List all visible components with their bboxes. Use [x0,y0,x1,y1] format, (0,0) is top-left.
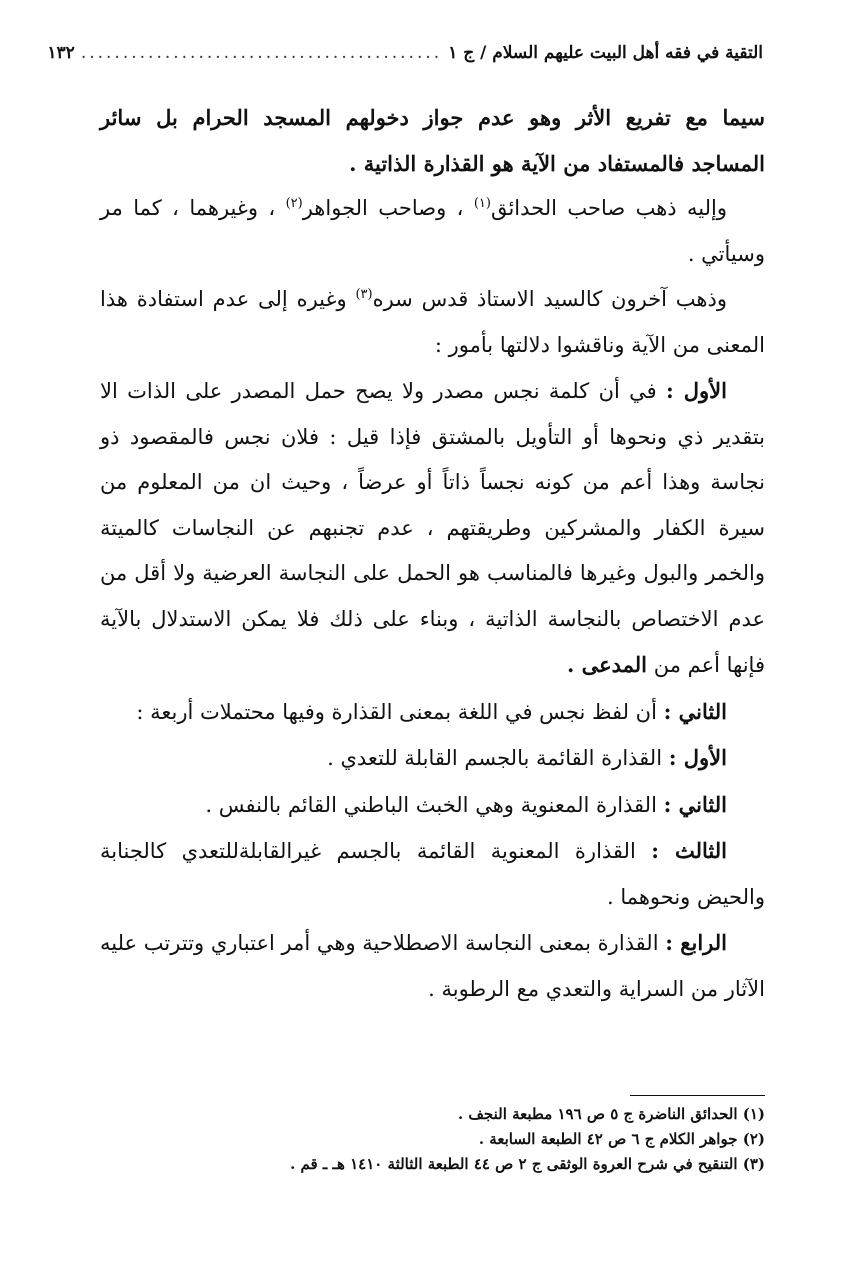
paragraph-2 [100,186,765,277]
paragraph-text: القذارة المعنوية القائمة بالجسم غيرالقابلةللتعدي كالجنابة والحيض ونحوهما . [100,839,765,909]
paragraph-9 [100,920,765,1012]
running-head [47,38,763,68]
paragraph-text: ، وصاحب الجواهر [302,196,464,220]
footnote-divider [630,1095,765,1096]
item-label: الثالث : [651,838,727,863]
running-head-dots: ........................................... [80,43,443,63]
item-label: الثاني : [663,698,727,724]
paragraph-text: في أن كلمة نجس مصدر ولا يصح حمل المصدر على الذات الا بتقدير ذي ونحوها أو التأويل بالمشتق فإذا قيل : فلان نجس فالمقصود ذو نجاسة وهذا أعم من كونه نجساً ذاتاً أو عرضاً ، وحيث ان من المعلوم من سيرة الكفار والمشركين وطريقتهم ، عدم تجنبهم عن النجاسات كالميتة والخمر والبول وغيرها فالمناسب هو الحمل على النجاسة العرضية ولا أقل من عدم الاختصاص بالنجاسة الذاتية ، وبناء على ذلك فلا يمكن الاستدلال بالآية فإنها أعم من [100,379,765,677]
item-label: الأول : [668,745,727,770]
paragraph-8 [100,828,765,920]
paragraph-text: المدعى . [566,652,648,677]
item-label: الرابع : [665,930,727,955]
running-head-title: التقية في فقه أهل البيت عليهم السلام / ج ١ [448,43,763,63]
paragraph-5 [100,689,765,736]
paragraph-text: أن لفظ نجس في اللغة بمعنى القذارة وفيها محتملات أربعة : [136,699,657,724]
item-label: الثاني : [663,791,727,817]
footnote-1: (١) الحدائق الناضرة ج ٥ ص ١٩٦ مطبعة النجف . [457,1105,765,1123]
paragraph-text: سيما مع تفريع الأثر وهو عدم جواز دخولهم المسجد الحرام بل سائر المساجد فالمستفاد من الآية هو القذارة الذاتية . [100,105,765,176]
paragraph-text: وذهب آخرون كالسيد الاستاذ قدس سره [372,287,727,311]
paragraph-4 [100,368,765,689]
paragraph-text: القذارة المعنوية وهي الخبث الباطني القائم بالنفس . [205,792,657,817]
footnote-3: (٣) التنقيح في شرح العروة الوثقى ج ٢ ص ٤٤ الطبعة الثالثة ١٤١٠ هـ ـ قم . [290,1155,765,1173]
footnote-ref-2[interactable]: (٢) [285,196,303,211]
paragraph-text: ، وغيرهما ، كما مر وسيأتي . [100,196,765,266]
paragraph-7 [100,782,765,829]
footnote-ref-3[interactable]: (٣) [355,287,373,302]
item-label: الأول : [666,378,727,403]
paragraph-3 [100,277,765,368]
paragraph-text: القذارة بمعنى النجاسة الاصطلاحية وهي أمر اعتباري وتترتب عليه الآثار من السراية والتعدي مع الرطوبة . [100,931,765,1001]
paragraph-text: القذارة القائمة بالجسم القابلة للتعدي . [327,746,663,770]
footnotes [100,1102,765,1177]
footnote-ref-1[interactable]: (١) [473,196,491,211]
footnote-2: (٢) جواهر الكلام ج ٦ ص ٤٢ الطبعة السابعة . [478,1130,765,1148]
paragraph-6 [100,735,765,782]
page-number: ١٣٢ [47,43,75,63]
paragraph-text: وإليه ذهب صاحب الحدائق [490,196,727,220]
paragraph-text: وغيره إلى عدم استفادة هذا المعنى من الآية وناقشوا دلالتها بأمور : [100,287,765,357]
paragraph-1 [100,95,765,186]
body-text [100,95,765,1012]
